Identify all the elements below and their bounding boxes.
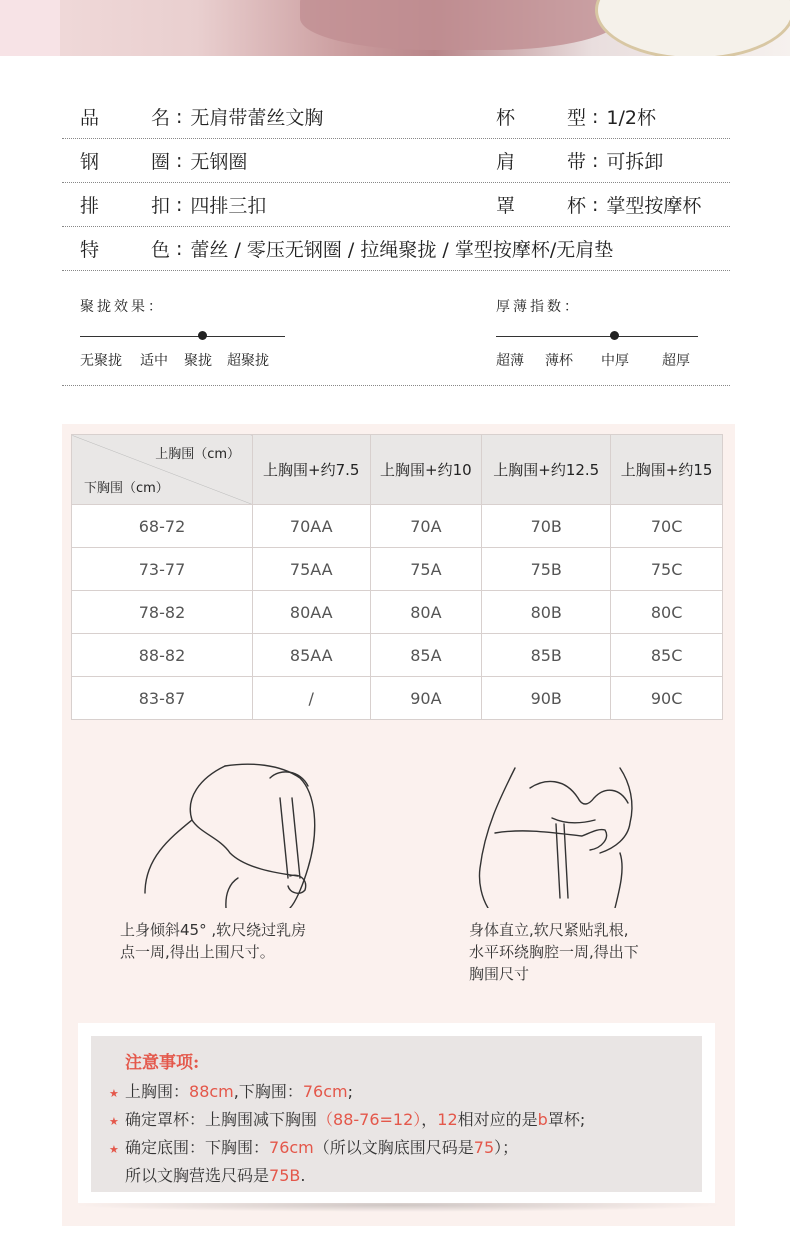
info-cell-cup-type	[496, 103, 656, 130]
size-table	[71, 434, 723, 720]
fabric-image	[300, 0, 620, 50]
size-cell: 70B	[482, 505, 611, 548]
table-row	[72, 677, 723, 720]
scale-tick: 超厚	[662, 353, 690, 369]
tape-measure	[280, 798, 300, 878]
caption-line: 上身倾斜45° ,软尺绕过乳房	[120, 921, 307, 939]
note-line: ★ 确定罩杯：上胸围减下胸围（88-76=12），12相对应的是b罩杯;	[109, 1107, 702, 1135]
thickness-scale	[496, 296, 701, 369]
info-row	[62, 183, 730, 227]
tape-measure	[552, 818, 595, 823]
body-outline	[225, 764, 315, 908]
scale-title: 厚薄指数：	[496, 299, 581, 315]
info-label-char: 杯	[496, 107, 516, 129]
info-label-char: 型	[566, 107, 586, 129]
body-outline	[479, 768, 515, 908]
notes-card	[78, 1023, 715, 1203]
size-cell: 80AA	[253, 591, 371, 634]
scale-line	[496, 336, 698, 337]
note-line: ★ 确定底围：下胸围：76cm（所以文胸底围尺码是75）；	[109, 1135, 702, 1163]
info-colon: :	[176, 237, 183, 260]
notes-title: 注意事项:	[125, 1053, 200, 1073]
rating-scales	[62, 284, 730, 386]
note-line: ★ 上胸围：88cm,下胸围：76cm;	[109, 1079, 702, 1107]
under-bust-cell: 68-72	[72, 505, 253, 548]
info-value: 蕾丝 / 零压无钢圈 / 拉绳聚拢 / 掌型按摩杯/无肩垫	[190, 239, 614, 261]
top-photo-banner	[0, 0, 790, 56]
arm-outline	[192, 820, 298, 876]
info-label-char: 杯	[566, 195, 586, 217]
upper-bust-caption	[120, 919, 306, 963]
size-cell: 75C	[611, 548, 723, 591]
scale-tick: 聚拢	[184, 353, 212, 369]
note-line: 所以文胸营选尺码是75B.	[125, 1166, 306, 1185]
under-bust-cell: 88-82	[72, 634, 253, 677]
size-cell: 80B	[482, 591, 611, 634]
size-cell: 70A	[370, 505, 482, 548]
info-value: 四排三扣	[190, 195, 267, 217]
tape-measure	[556, 824, 568, 898]
info-value: 1/2杯	[606, 107, 656, 129]
size-cell: 85C	[611, 634, 723, 677]
size-cell: 85AA	[253, 634, 371, 677]
size-cell: 90A	[370, 677, 482, 720]
star-icon: ★	[109, 1087, 119, 1100]
column-header: 上胸围+约15	[611, 435, 723, 505]
info-label-char: 排	[80, 195, 100, 217]
column-header: 上胸围+约10	[370, 435, 482, 505]
scale-tick: 超薄	[496, 353, 524, 369]
tape-measure	[270, 772, 308, 786]
info-cell-wire	[80, 147, 247, 174]
info-row	[62, 227, 730, 271]
info-value: 无钢圈	[190, 151, 248, 173]
size-cell: 75A	[370, 548, 482, 591]
scale-tick: 适中	[140, 353, 168, 369]
column-header: 上胸围+约7.5	[253, 435, 371, 505]
size-cell: 90B	[482, 677, 611, 720]
info-colon: :	[176, 149, 183, 172]
table-row	[72, 591, 723, 634]
under-bust-caption	[469, 919, 639, 985]
bust-outline	[530, 781, 628, 804]
caption-line: 水平环绕胸腔一周,得出下	[469, 943, 639, 961]
info-cell-strap	[496, 147, 663, 174]
info-colon: :	[592, 149, 599, 172]
product-info	[62, 95, 730, 271]
info-value: 无肩带蕾丝文胸	[190, 107, 324, 129]
info-cell-cup	[496, 191, 701, 218]
scale-marker-dot	[610, 331, 619, 340]
info-value: 可拆卸	[606, 151, 664, 173]
scale-tick: 薄杯	[545, 353, 573, 369]
plate-image	[595, 0, 790, 56]
caption-line: 胸围尺寸	[469, 965, 530, 983]
info-label-char: 罩	[496, 195, 516, 217]
info-label-char: 名	[150, 107, 170, 129]
size-cell: 70AA	[253, 505, 371, 548]
notes-content	[91, 1036, 702, 1192]
upper-bust-measuring-illustration	[130, 758, 330, 908]
info-label-char: 圈	[150, 151, 170, 173]
column-header: 上胸围+约12.5	[482, 435, 611, 505]
info-cell-name	[80, 103, 323, 130]
info-label-char: 肩	[496, 151, 516, 173]
arm-outline	[495, 830, 607, 850]
table-row	[72, 634, 723, 677]
scale-tick: 中厚	[601, 353, 629, 369]
scale-line	[80, 336, 285, 337]
size-cell: 80C	[611, 591, 723, 634]
size-cell: 75B	[482, 548, 611, 591]
body-outline	[226, 878, 238, 908]
size-cell: 70C	[611, 505, 723, 548]
size-cell: 85A	[370, 634, 482, 677]
info-colon: :	[176, 105, 183, 128]
size-cell: 85B	[482, 634, 611, 677]
info-colon: :	[176, 193, 183, 216]
size-cell: 75AA	[253, 548, 371, 591]
size-cell: 80A	[370, 591, 482, 634]
info-label-char: 带	[566, 151, 586, 173]
corner-label-upper-bust: 上胸围（cm）	[155, 447, 240, 462]
under-bust-cell: 83-87	[72, 677, 253, 720]
star-icon: ★	[109, 1115, 119, 1128]
under-bust-measuring-illustration	[470, 758, 650, 908]
info-colon: :	[592, 105, 599, 128]
size-cell: 90C	[611, 677, 723, 720]
corner-label-under-bust: 下胸围（cm）	[84, 481, 169, 496]
under-bust-cell: 73-77	[72, 548, 253, 591]
table-row	[72, 548, 723, 591]
info-value: 掌型按摩杯	[606, 195, 702, 217]
info-row	[62, 139, 730, 183]
star-icon: ★	[109, 1143, 119, 1156]
caption-line: 身体直立,软尺紧贴乳根,	[469, 921, 629, 939]
scale-tick: 超聚拢	[227, 353, 269, 369]
info-cell-hooks	[80, 191, 266, 218]
info-colon: :	[592, 193, 599, 216]
info-row	[62, 95, 730, 139]
scale-title: 聚拢效果：	[80, 299, 165, 315]
under-bust-cell: 78-82	[72, 591, 253, 634]
info-label-char: 特	[80, 239, 100, 261]
size-cell: /	[253, 677, 371, 720]
body-outline	[145, 766, 225, 893]
table-row	[72, 505, 723, 548]
table-corner-cell	[72, 435, 253, 505]
push-up-scale	[80, 296, 285, 369]
info-label-char: 扣	[150, 195, 170, 217]
scale-tick: 无聚拢	[80, 353, 122, 369]
perfume-bottle-image	[0, 0, 60, 56]
info-label-char: 钢	[80, 151, 100, 173]
info-cell-features	[80, 235, 613, 262]
body-outline	[615, 853, 622, 908]
info-label-char: 色	[150, 239, 170, 261]
table-header-row	[72, 435, 723, 505]
info-label-char: 品	[80, 107, 100, 129]
caption-line: 点一周,得出上围尺寸。	[120, 943, 275, 961]
scale-marker-dot	[198, 331, 207, 340]
